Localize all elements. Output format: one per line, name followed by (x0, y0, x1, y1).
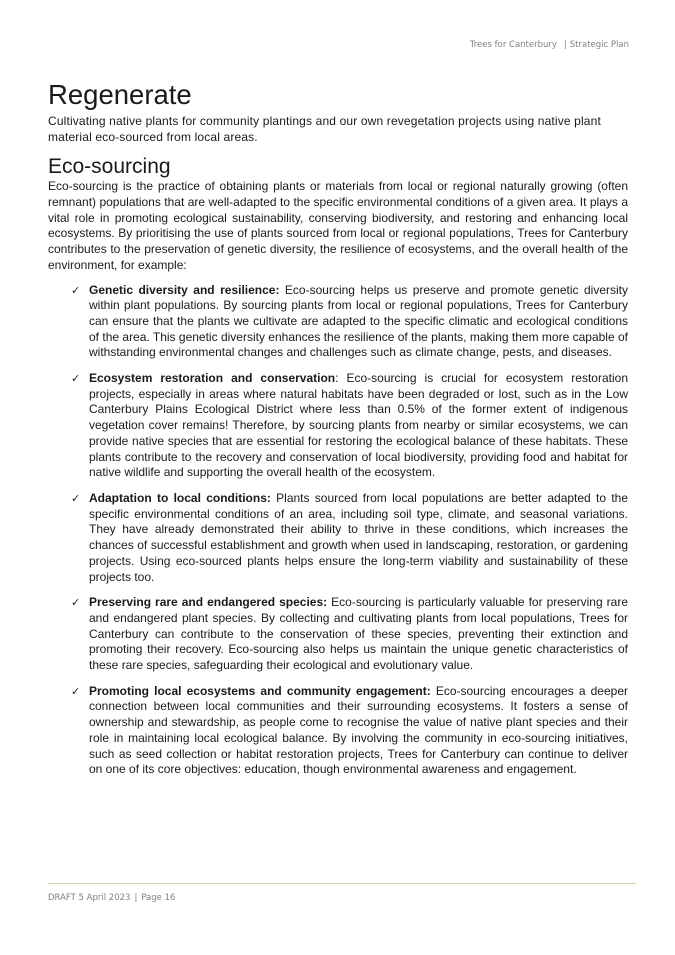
list-item-text: Eco-sourcing encourages a deeper connection between local communities and their surrounding ecosystems. It fosters a sense of ownership and stewardship, as people come to recognise the value of native plant species and their role in maintaining local ecological balance. By involving the community in eco-sourcing initiatives, such as seed collection or habitat restoration projects, Trees for Canterbury can continue to deliver on one of its core objectives: education, though environmental awareness and engagement. (89, 683, 628, 777)
footer-separator: | (134, 893, 138, 903)
header-document-title: Strategic Plan (569, 40, 629, 50)
page-footer (48, 893, 175, 903)
main-content (48, 80, 628, 788)
list-item-title: Ecosystem restoration and conservation (89, 371, 336, 386)
list-item-title: Preserving rare and endangered species: (89, 595, 328, 610)
page-subtitle: Cultivating native plants for community plantings and our own revegetation projects using native plant material eco-sourced from local areas. (48, 114, 601, 145)
benefits-list (48, 283, 628, 778)
checkmark-icon: ✓ (71, 684, 81, 698)
checkmark-icon: ✓ (71, 492, 81, 505)
list-item-text: Eco-sourcing is particularly valuable for preserving rare and endangered plant species. By collecting and cultivating plants from local populations, Trees for Canterbury can contribute to the conservation of these species, preventing their extinction and promoting their recovery. Eco-sourcing also helps us maintain the unique genetic characteristics of these rare species, safeguarding their ecological and evolutionary value. (89, 595, 628, 673)
header-organisation: Trees for Canterbury (469, 40, 557, 50)
list-item-text: Plants sourced from local populations are better adapted to the specific environmental conditions of an area, including soil type, climate, and seasonal variations. They have already demonstrated their ability to thrive in these conditions, which increases the chances of successful establishment and growth when used in landscaping, restoration, or gardening projects. Using eco-sourced plants helps ensure the long-term viability and sustainability of these projects too. (89, 491, 628, 584)
section-intro: Eco-sourcing is the practice of obtaining plants or materials from local or regional naturally growing (often remnant) populations that are well-adapted to the specific environmental conditions of a given area. It plays a vital role in promoting ecological sustainability, conserving biodiversity, and restoring and enhancing local ecosystems. By prioritising the use of plants sourced from local or regional populations, Trees for Canterbury contributes to the preservation of genetic diversity, the resilience of ecosystems, and the overall health of the environment, for example: (48, 179, 628, 272)
page-header (470, 40, 629, 50)
list-item (48, 283, 628, 362)
footer-draft-date: DRAFT 5 April 2023 (48, 893, 131, 903)
list-item (48, 491, 628, 585)
list-item-text: : Eco-sourcing is crucial for ecosystem restoration projects, especially in areas where natural habitats have been degraded or lost, such as in the Low Canterbury Plains Ecological District where less than 0.5% of the former extent of indigenous vegetation cover remains! Therefore, by sourcing plants from nearby or similar ecosystems, we can provide native species that are essential for restoring the ecological balance of these habitats. These plants contribute to the recovery and conservation of local biodiversity, providing food and habitat for native wildlife and supporting the overall health of the ecosystem. (89, 371, 628, 480)
list-item-text: Eco-sourcing helps us preserve and promote genetic diversity within plant populations. By sourcing plants from local or regional populations, Trees for Canterbury can ensure that the plants we cultivate are adapted to the specific climatic and ecological conditions of the area. This genetic diversity enhances the resilience of the plants, making them more capable of withstanding environmental changes and challenges such as climate change, pests, and diseases. (89, 282, 629, 360)
list-item (48, 371, 628, 481)
checkmark-icon: ✓ (71, 372, 81, 386)
checkmark-icon: ✓ (71, 283, 81, 297)
list-item-title: Genetic diversity and resilience: (89, 282, 280, 297)
header-separator: | (563, 40, 567, 50)
list-item (48, 684, 628, 778)
page-title: Regenerate (48, 79, 192, 110)
list-item (48, 595, 628, 674)
section-heading: Eco-sourcing (48, 155, 171, 179)
footer-page-number: Page 16 (141, 893, 176, 903)
checkmark-icon: ✓ (71, 596, 81, 610)
list-item-title: Promoting local ecosystems and community engagement: (89, 683, 431, 698)
list-item-title: Adaptation to local conditions: (89, 491, 271, 505)
footer-divider (48, 883, 636, 884)
